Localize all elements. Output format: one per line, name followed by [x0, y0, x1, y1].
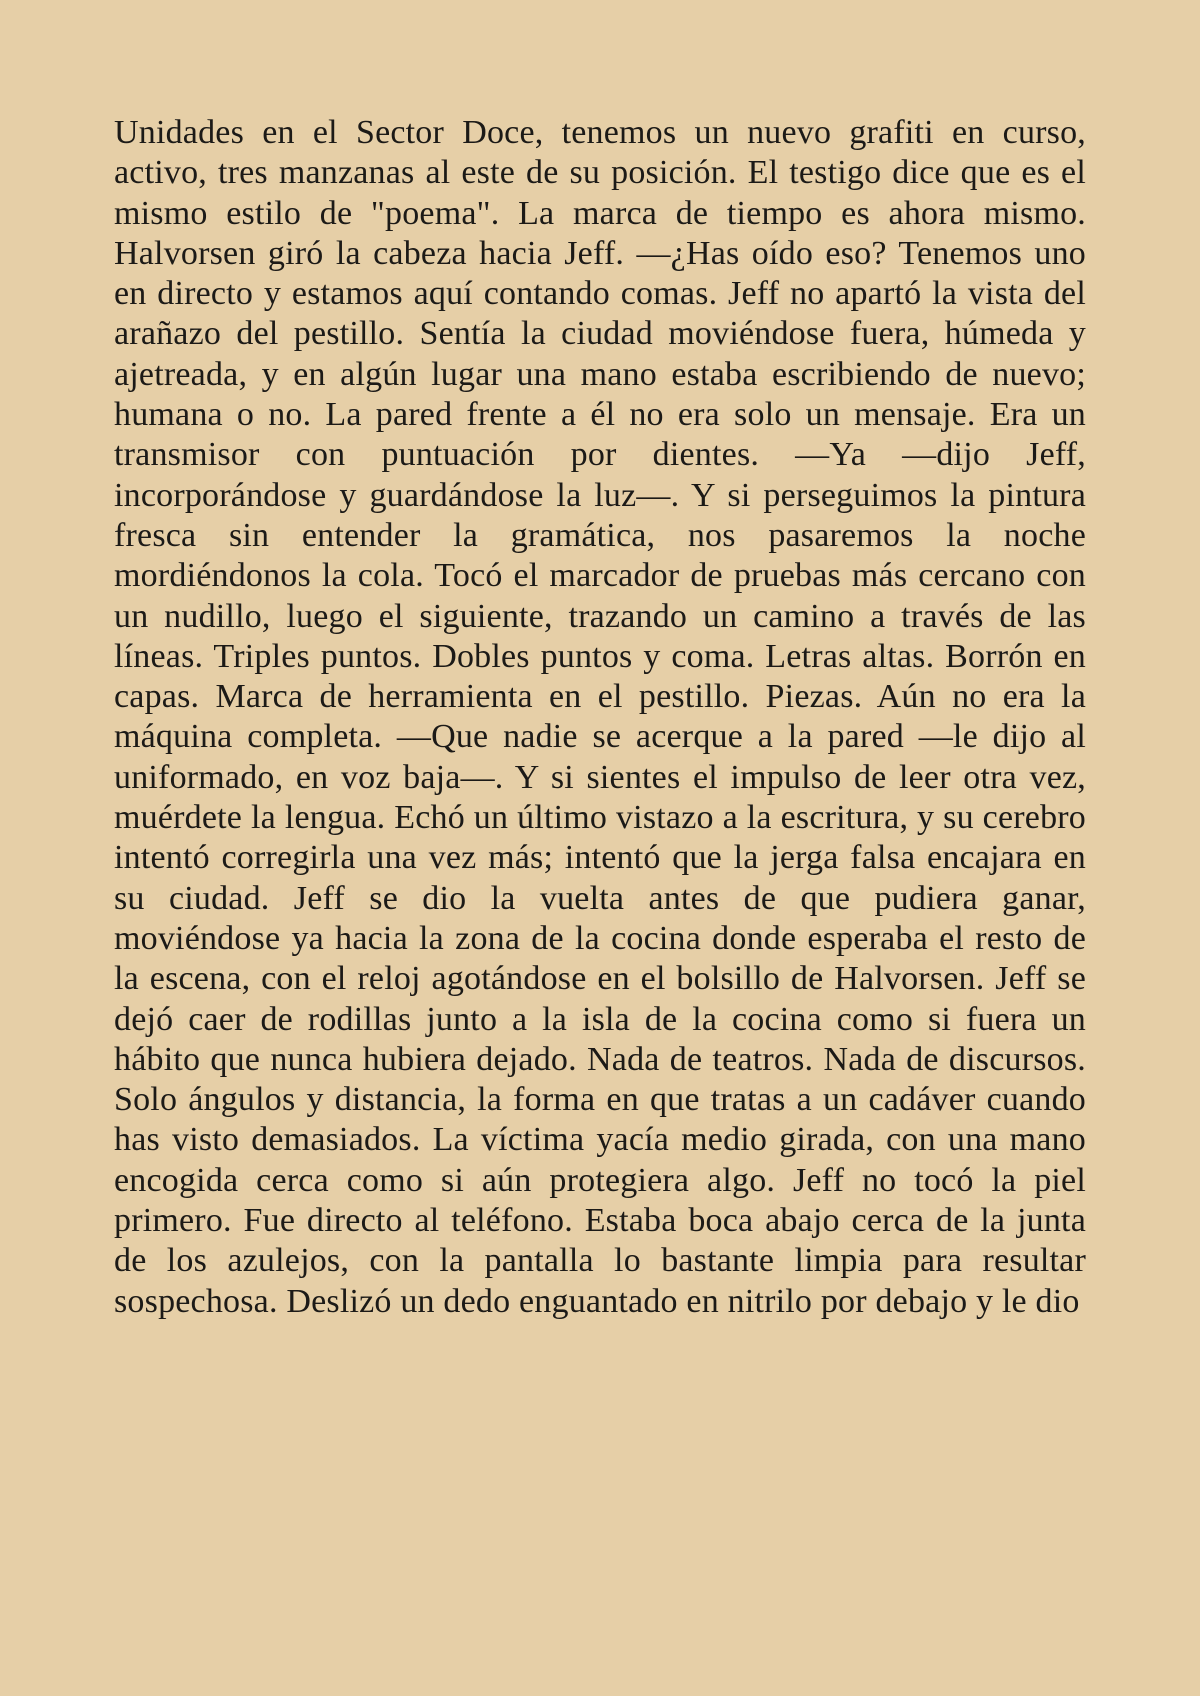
document-page — [114, 113, 1086, 1322]
body-paragraph: Unidades en el Sector Doce, tenemos un nuevo grafiti en curso, activo, tres manzanas al este de su posición. El testigo dice que es el mismo estilo de "poema". La marca de tiempo es ahora mismo. Halvorsen giró la cabeza hacia Jeff. —¿Has oído eso? Tenemos uno en directo y estamos aquí contando comas. Jeff no apartó la vista del arañazo del pestillo. Sentía la ciudad moviéndose fuera, húmeda y ajetreada, y en algún lugar una mano estaba escribiendo de nuevo; humana o no. La pared frente a él no era solo un mensaje. Era un transmisor con puntuación por dientes. —Ya —dijo Jeff, incorporándose y guardándose la luz—. Y si perseguimos la pintura fresca sin entender la gramática, nos pasaremos la noche mordiéndonos la cola. Tocó el marcador de pruebas más cercano con un nudillo, luego el siguiente, trazando un camino a través de las líneas. Triples puntos. Dobles puntos y coma. Letras altas. Borrón en capas. Marca de herramienta en el pestillo. Piezas. Aún no era la máquina completa. —Que nadie se acerque a la pared —le dijo al uniformado, en voz baja—. Y si sientes el impulso de leer otra vez, muérdete la lengua. Echó un último vistazo a la escritura, y su cerebro intentó corregirla una vez más; intentó que la jerga falsa encajara en su ciudad. Jeff se dio la vuelta antes de que pudiera ganar, moviéndose ya hacia la zona de la cocina donde esperaba el resto de la escena, con el reloj agotándose en el bolsillo de Halvorsen. Jeff se dejó caer de rodillas junto a la isla de la cocina como si fuera un hábito que nunca hubiera dejado. Nada de teatros. Nada de discursos. Solo ángulos y distancia, la forma en que tratas a un cadáver cuando has visto demasiados. La víctima yacía medio girada, con una mano encogida cerca como si aún protegiera algo. Jeff no tocó la piel primero. Fue directo al teléfono. Estaba boca abajo cerca de la junta de los azulejos, con la pantalla lo bastante limpia para resultar sospechosa. Deslizó un dedo enguantado en nitrilo por debajo y le dio — [114, 114, 1086, 1320]
